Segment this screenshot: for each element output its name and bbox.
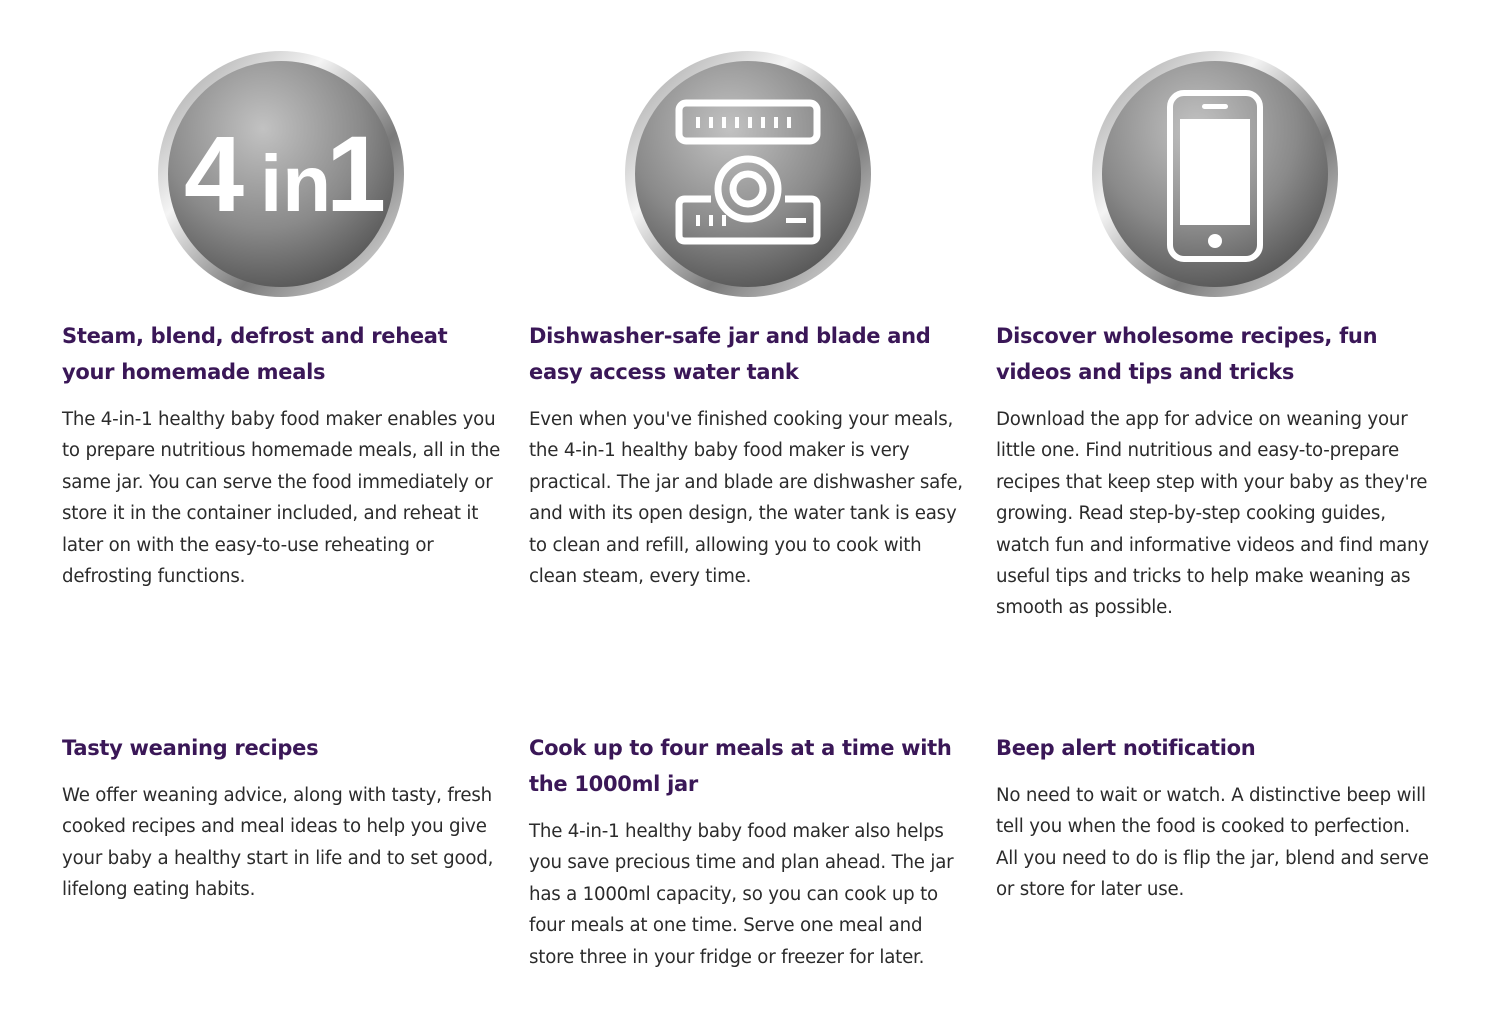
feature-four-meals <box>529 730 969 973</box>
feature-weaning-recipes <box>62 730 502 906</box>
feature-description: Even when you've finished cooking your meals, the 4-in-1 healthy baby food maker is very practical. The jar and blade are dishwasher safe, and with its open design, the water tank is easy to clean and refill, allowing you to cook with clean steam, every time. <box>529 409 963 588</box>
feature-title: Cook up to four meals at a time with the 1000ml jar <box>529 736 952 796</box>
feature-description: The 4-in-1 healthy baby food maker also helps you save precious time and plan ahead. The jar has a 1000ml capacity, so you can cook up to four meals at one time. Serve one meal and store three in your fridge or freezer for later. <box>529 821 954 968</box>
four-in-one-icon <box>156 49 406 299</box>
feature-steam-blend <box>62 318 502 592</box>
feature-app-recipes <box>996 318 1436 624</box>
four-in-one-number-four: 4 <box>184 113 245 234</box>
feature-title: Steam, blend, defrost and reheat your homemade meals <box>62 324 448 384</box>
feature-description: Download the app for advice on weaning your little one. Find nutritious and easy-to-prepare recipes that keep step with your baby as they're growing. Read step-by-step cooking guides, watch fun and informative videos and find many useful tips and tricks to help make weaning as smooth as possible. <box>996 409 1429 619</box>
four-in-one-number-one: 1 <box>326 113 387 234</box>
feature-dishwasher-safe <box>529 318 969 592</box>
feature-description: The 4-in-1 healthy baby food maker enables you to prepare nutritious homemade meals, all in the same jar. You can serve the food immediately or store it in the container included, and reheat it later on with the easy-to-use reheating or defrosting functions. <box>62 409 501 588</box>
feature-description: We offer weaning advice, along with tasty, fresh cooked recipes and meal ideas to help you give your baby a healthy start in life and to set good, lifelong eating habits. <box>62 785 494 901</box>
feature-beep-alert <box>996 730 1436 906</box>
feature-description: No need to wait or watch. A distinctive beep will tell you when the food is cooked to perfection. All you need to do is flip the jar, blend and serve or store for later use. <box>996 785 1429 901</box>
dishwasher-icon <box>623 49 873 299</box>
feature-title: Dishwasher-safe jar and blade and easy access water tank <box>529 324 931 384</box>
feature-title: Discover wholesome recipes, fun videos and tips and tricks <box>996 324 1378 384</box>
feature-title: Beep alert notification <box>996 736 1256 760</box>
four-in-one-word-in: in <box>260 139 332 228</box>
feature-title: Tasty weaning recipes <box>62 736 319 760</box>
smartphone-icon <box>1090 49 1340 299</box>
